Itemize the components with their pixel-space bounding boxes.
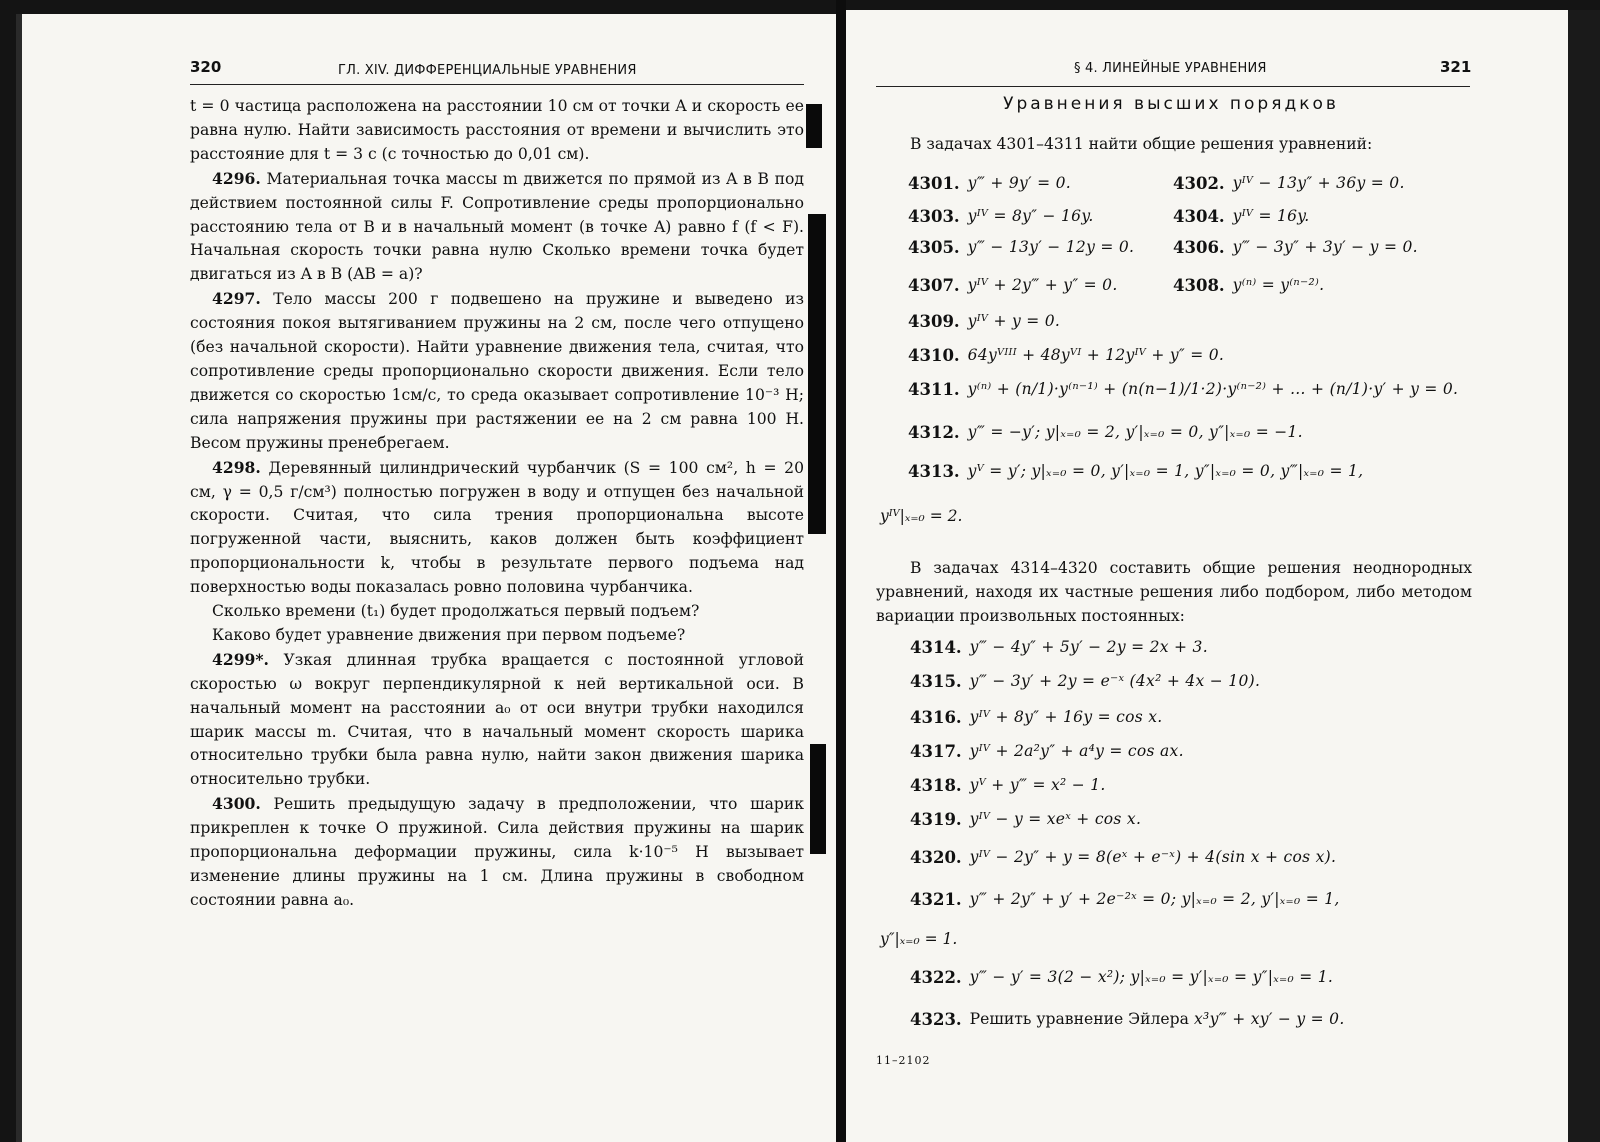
problem	[910, 810, 1141, 829]
problem-row	[910, 1004, 1345, 1034]
problem-number: 4316.	[910, 707, 962, 727]
problem	[908, 462, 1363, 481]
problem-equation: y‴ + 9y′ = 0.	[967, 174, 1071, 192]
problem-number: 4302.	[1173, 173, 1225, 193]
problem	[910, 638, 1208, 657]
page-number: 320	[190, 58, 222, 76]
problem-number: 4308.	[1173, 275, 1225, 295]
scan-shadow-bar	[810, 744, 826, 854]
problem-number: 4298.	[212, 457, 261, 477]
problem-equation: yⱽ + y‴ = x² − 1.	[969, 776, 1106, 794]
problem-row	[908, 306, 1060, 336]
scan-shadow-bar	[806, 104, 822, 148]
problem-number: 4296.	[212, 168, 261, 188]
paragraph	[190, 792, 804, 913]
problem	[1173, 207, 1310, 226]
problem	[1173, 238, 1418, 257]
problem-number: 4303.	[908, 206, 960, 226]
problem-equation: yᴵⱽ = 8y″ − 16y.	[967, 207, 1094, 225]
problem-row	[908, 417, 1303, 447]
problem	[910, 848, 1336, 867]
problem	[910, 672, 1260, 691]
paragraph-text: Материальная точка массы m движется по прямой из A в B под действием постоянной силы F. Сопротивление среды пропорционально расстоянию тела от B и в начальный момент (в точке A) равно f (f < F). Начальная скорость точки равна нулю Сколько времени точка будет двигаться из A в B (AB = a)?	[190, 169, 804, 284]
problem-equation: yᴵⱽ = 16y.	[1232, 207, 1310, 225]
scan-shadow-bar	[1568, 10, 1600, 1142]
running-head: ГЛ. XIV. ДИФФЕРЕНЦИАЛЬНЫЕ УРАВНЕНИЯ	[338, 63, 637, 78]
problem	[908, 423, 1303, 442]
problem-row	[910, 884, 1340, 914]
problem	[908, 380, 1458, 399]
problem	[910, 708, 1163, 727]
problem	[910, 1010, 1345, 1029]
problem-continuation: yᴵⱽ|ₓ₌₀ = 2.	[880, 507, 963, 525]
problem	[908, 346, 1224, 365]
problem-number: 4299*.	[212, 649, 269, 669]
running-head: § 4. ЛИНЕЙНЫЕ УРАВНЕНИЯ	[1074, 61, 1267, 76]
paragraph-text: t = 0 частица расположена на расстоянии 10 см от точки A и скорость ее равна нулю. Найти зависимость расстояния от времени и вычислить это расстояние для t = 3 с (с точностью до 0,01 см).	[190, 97, 804, 163]
problem-row	[910, 770, 1106, 800]
problem-number: 4309.	[908, 311, 960, 331]
paragraph-text: Тело массы 200 г подвешено на пружине и выведено из состояния покоя вытягиванием пружины на 2 см, после чего отпущено (без начальной скорости). Найти уравнение движения тела, считая, что сопротивление среды пропорционально скорости движения. Если тело движется со скоростью 1см/с, то среда оказывает сопротивление 10⁻³ Н; сила напряжения пружины при растяжении ее на 2 см равна 100 Н. Весом пружины пренебрегаем.	[190, 290, 804, 452]
problem-row	[910, 842, 1336, 872]
header-rule	[190, 84, 804, 85]
problem-equation: 64yⱽᴵᴵᴵ + 48yⱽᴵ + 12yᴵⱽ + y″ = 0.	[967, 346, 1225, 364]
right-page	[846, 10, 1600, 1142]
problem-continuation: y″|ₓ₌₀ = 1.	[880, 930, 958, 948]
paragraph	[190, 624, 804, 648]
problem-number: 4317.	[910, 741, 962, 761]
problem-number: 4306.	[1173, 237, 1225, 257]
problem-row	[910, 804, 1141, 834]
paragraph-text: Каково будет уравнение движения при первом подъеме?	[212, 625, 686, 644]
left-body-text	[190, 94, 804, 913]
paragraph-text: Сколько времени (t₁) будет продолжаться первый подъем?	[212, 602, 700, 621]
problem-number: 4315.	[910, 671, 962, 691]
paragraph	[190, 167, 804, 288]
section-title: Уравнения высших порядков	[1003, 94, 1339, 114]
problem-equation: y‴ − 3y′ + 2y = e⁻ˣ (4x² + 4x − 10).	[969, 672, 1261, 690]
paragraph	[190, 456, 804, 600]
problem-row	[910, 702, 1163, 732]
problem-equation: yᴵⱽ + 2y‴ + y″ = 0.	[967, 276, 1118, 294]
problem	[1173, 174, 1405, 193]
problem-row	[910, 962, 1333, 992]
book-gutter	[836, 0, 846, 1142]
problem-row	[910, 666, 1260, 696]
problem	[908, 276, 1173, 295]
problem-number: 4301.	[908, 173, 960, 193]
problem-equation: yᴵⱽ − y = xeˣ + cos x.	[969, 810, 1142, 828]
problem	[910, 890, 1340, 909]
problem-number: 4300.	[212, 794, 261, 814]
paragraph-text: Решить предыдущую задачу в предположении, что шарик прикреплен к точке O пружиной. Сила действия пружины на шарик пропорциональна деформации пружины, сила k·10⁻⁵ Н вызывает изменение длины пружины на 1 см. Длина пружины в свободном состоянии равна a₀.	[190, 795, 804, 909]
problem-number: 4312.	[908, 422, 960, 442]
problem	[910, 742, 1184, 761]
signature-mark: 11–2102	[876, 1054, 931, 1067]
problem-equation: yᴵⱽ − 13y″ + 36y = 0.	[1232, 174, 1405, 192]
page-number: 321	[1440, 58, 1472, 76]
problem	[908, 312, 1060, 331]
problem-number: 4313.	[908, 461, 960, 481]
problem-number: 4321.	[910, 889, 962, 909]
problem-equation: y‴ − 13y′ − 12y = 0.	[967, 238, 1135, 256]
intro-text: В задачах 4301–4311 найти общие решения уравнений:	[910, 135, 1373, 153]
problem-equation: y‴ = −y′; y|ₓ₌₀ = 2, y′|ₓ₌₀ = 0, y″|ₓ₌₀ = −1.	[967, 423, 1303, 441]
problem-number: 4311.	[908, 379, 960, 399]
problem-equation: yᴵⱽ + 2a²y″ + a⁴y = cos ax.	[969, 742, 1184, 760]
problem-number: 4307.	[908, 275, 960, 295]
problem-row	[908, 456, 1363, 486]
paragraph-text: Деревянный цилиндрический чурбанчик (S = 100 см², h = 20 см, γ = 0,5 г/см³) полностью погружен в воду и отпущен без начальной скорости. Считая, что сила трения пропорциональна высоте погруженной части, выяснить, каков должен быть коэффициент пропорциональности k, чтобы в результате первого подъема над поверхностью воды показалась ровно половина чурбанчика.	[190, 458, 804, 597]
problem-equation: yᴵⱽ + y = 0.	[967, 312, 1061, 330]
problem	[908, 207, 1173, 226]
problem-number: 4310.	[908, 345, 960, 365]
problem-equation: y‴ − y′ = 3(2 − x²); y|ₓ₌₀ = y′|ₓ₌₀ = y″|ₓ₌₀ = 1.	[969, 968, 1334, 986]
problem-number: 4314.	[910, 637, 962, 657]
problem-equation: y⁽ⁿ⁾ = y⁽ⁿ⁻²⁾.	[1232, 276, 1325, 294]
problem-equation: x³y‴ + xy′ − y = 0.	[1194, 1010, 1345, 1028]
problem-row	[908, 374, 1458, 404]
problem-equation: yᴵⱽ + 8y″ + 16y = cos x.	[969, 708, 1163, 726]
left-page	[16, 14, 836, 1142]
problem	[908, 238, 1173, 257]
problem-equation: yⱽ = y′; y|ₓ₌₀ = 0, y′|ₓ₌₀ = 1, y″|ₓ₌₀ = 0, y‴|ₓ₌₀ = 1,	[967, 462, 1364, 480]
problem	[910, 776, 1106, 795]
problem-number: 4297.	[212, 289, 261, 309]
problem	[910, 968, 1333, 987]
problem	[908, 174, 1173, 193]
problem-row	[908, 168, 1405, 198]
problem-equation: y‴ − 3y″ + 3y′ − y = 0.	[1232, 238, 1418, 256]
problem-number: 4320.	[910, 847, 962, 867]
paragraph-text: Узкая длинная трубка вращается с постоянной угловой скоростью ω вокруг перпендикулярной к ней вертикальной оси. В начальный момент на расстоянии a₀ от оси внутри трубки находился шарик массы m. Считая, что в начальный момент скорость шарика относительно трубки была равна нулю, найти закон движения шарика относительно трубки.	[190, 650, 804, 789]
problem-row	[908, 232, 1418, 262]
problem-equation: y‴ − 4y″ + 5y′ − 2y = 2x + 3.	[969, 638, 1208, 656]
left-page-edge-shadow	[16, 14, 22, 1142]
scan-shadow-bar	[808, 214, 826, 534]
problem-row	[908, 201, 1310, 231]
problem-number: 4305.	[908, 237, 960, 257]
intro-text: В задачах 4314–4320 составить общие решения неоднородных уравнений, находя их частные решения либо подбором, либо методом вариации произвольных постоянных:	[876, 559, 1472, 625]
problem-number: 4323.	[910, 1009, 962, 1029]
problem-equation: y⁽ⁿ⁾ + (n/1)·y⁽ⁿ⁻¹⁾ + (n(n−1)/1·2)·y⁽ⁿ⁻²⁾ + … + (n/1)·y′ + y = 0.	[967, 380, 1459, 398]
problem-number: 4318.	[910, 775, 962, 795]
paragraph	[190, 94, 804, 167]
problem-row	[908, 270, 1324, 300]
paragraph	[190, 287, 804, 455]
problem-number: 4322.	[910, 967, 962, 987]
problem-row	[908, 340, 1224, 370]
header-rule	[876, 86, 1470, 87]
paragraph	[190, 600, 804, 624]
problem-number: 4319.	[910, 809, 962, 829]
problem-equation: yᴵⱽ − 2y″ + y = 8(eˣ + e⁻ˣ) + 4(sin x + cos x).	[969, 848, 1337, 866]
problem-row	[910, 632, 1208, 662]
paragraph	[190, 648, 804, 792]
problem-number: 4304.	[1173, 206, 1225, 226]
problem-equation: y‴ + 2y″ + y′ + 2e⁻²ˣ = 0; y|ₓ₌₀ = 2, y′|ₓ₌₀ = 1,	[969, 890, 1340, 908]
problem-row	[910, 736, 1184, 766]
problem-text: Решить уравнение Эйлера	[969, 1010, 1189, 1028]
problem	[1173, 276, 1324, 295]
